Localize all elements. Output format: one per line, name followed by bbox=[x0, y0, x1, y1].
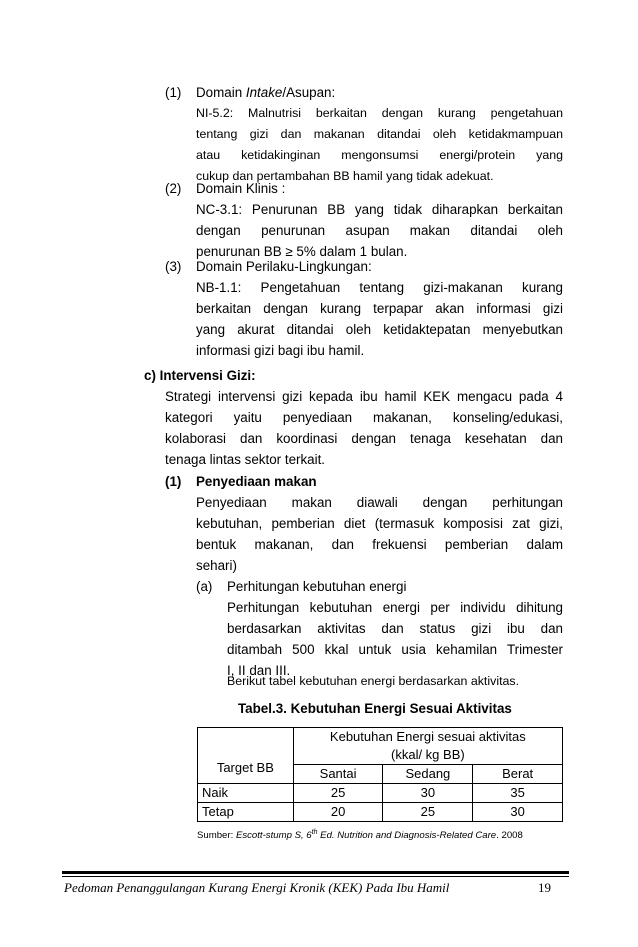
sub-a-number: (a) bbox=[196, 579, 213, 594]
table-caption: Tabel.3. Kebutuhan Energi Sesuai Aktivitas bbox=[238, 701, 512, 716]
domain-2-line-1: NC-3.1: Penurunan BB yang tidak diharapkan berkaitan bbox=[196, 202, 563, 217]
table-source bbox=[197, 826, 523, 843]
domain-1-line-1: NI-5.2: Malnutrisi berkaitan dengan kurang pengetahuan bbox=[196, 106, 563, 120]
domain-3-title: Domain Perilaku-Lingkungan: bbox=[196, 259, 372, 274]
domain-3-number: (3) bbox=[165, 259, 182, 274]
domain-1-line-4: cukup dan pertambahan BB hamil yang tidak adekuat. bbox=[196, 169, 494, 183]
sub-1-line-4: sehari) bbox=[196, 558, 237, 573]
footer-title: Pedoman Penanggulangan Kurang Energi Kronik (KEK) Pada Ibu Hamil bbox=[64, 880, 450, 895]
domain-1-title bbox=[196, 82, 335, 103]
header-energy-line-1: Kebutuhan Energi sesuai aktivitas bbox=[329, 729, 526, 744]
sub-a-title: Perhitungan kebutuhan energi bbox=[227, 579, 407, 594]
sub-a-note: Berikut tabel kebutuhan energi berdasarkan aktivitas. bbox=[227, 674, 520, 688]
cell-tetap-santai: 20 bbox=[293, 803, 383, 822]
table-row bbox=[198, 803, 563, 822]
domain-1-title-italic: Intake bbox=[245, 85, 283, 100]
cell-naik-berat: 35 bbox=[473, 784, 563, 803]
source-title: Ed. Nutrition and Diagnosis-Related Care bbox=[317, 830, 497, 842]
sub-1-number: (1) bbox=[165, 474, 182, 489]
cell-tetap-berat: 30 bbox=[473, 803, 563, 822]
row-label-tetap: Tetap bbox=[198, 803, 294, 822]
sub-a-line-4: I, II dan III. bbox=[227, 663, 291, 678]
domain-3-line-3: yang akurat ditandai oleh ketidaktepatan menyebutkan bbox=[196, 322, 563, 337]
domain-1-title-suffix: /Asupan: bbox=[282, 85, 336, 100]
source-author: Escott-stump S, 6 bbox=[235, 830, 312, 842]
cell-naik-santai: 25 bbox=[293, 784, 383, 803]
sub-a-line-3: ditambah 500 kkal untuk usia kehamilan Trimester bbox=[227, 642, 563, 657]
cell-naik-sedang: 30 bbox=[383, 784, 473, 803]
footer-rule-thick bbox=[62, 871, 569, 874]
sub-a-line-1: Perhitungan kebutuhan energi per individu dihitung bbox=[227, 600, 563, 615]
sub-1-title: Penyediaan makan bbox=[196, 474, 317, 489]
table-header-row bbox=[198, 728, 563, 765]
footer-rule-thin bbox=[62, 876, 569, 877]
table-row bbox=[198, 784, 563, 803]
source-suffix: . 2008 bbox=[496, 830, 523, 842]
header-santai: Santai bbox=[293, 765, 383, 784]
domain-2-title: Domain Klinis : bbox=[196, 181, 286, 196]
domain-2-number: (2) bbox=[165, 181, 182, 196]
header-berat: Berat bbox=[473, 765, 563, 784]
domain-2-line-3: penurunan BB ≥ 5% dalam 1 bulan. bbox=[196, 244, 408, 259]
domain-1-number: (1) bbox=[165, 85, 182, 100]
header-target-bb: Target BB bbox=[198, 728, 294, 784]
section-c-line-3: kolaborasi dan koordinasi dengan tenaga kesehatan dan bbox=[165, 431, 563, 446]
domain-3-line-4: informasi gizi bagi ibu hamil. bbox=[196, 343, 365, 358]
header-sedang: Sedang bbox=[383, 765, 473, 784]
sub-a-line-2: berdasarkan aktivitas dan status gizi ibu dan bbox=[227, 621, 563, 636]
section-c-line-1: Strategi intervensi gizi kepada ibu hamil KEK mengacu pada 4 bbox=[165, 389, 563, 404]
domain-3-line-2: berkaitan dengan kurang terpapar akan informasi gizi bbox=[196, 301, 563, 316]
domain-1-title-prefix: Domain bbox=[196, 85, 246, 100]
header-energy-group bbox=[293, 728, 562, 765]
domain-1-line-3: atau ketidakinginan mengonsumsi energi/protein yang bbox=[196, 148, 563, 162]
domain-2-line-2: dengan penurunan asupan makan ditandai oleh bbox=[196, 223, 563, 238]
domain-1-line-2: tentang gizi dan makanan ditandai oleh ketidakmampuan bbox=[196, 127, 563, 141]
sub-1-line-2: kebutuhan, pemberian diet (termasuk komposisi zat gizi, bbox=[196, 516, 563, 531]
section-c-line-4: tenaga lintas sektor terkait. bbox=[165, 452, 326, 467]
sub-1-line-3: bentuk makanan, dan frekuensi pemberian dalam bbox=[196, 537, 563, 552]
sub-1-line-1: Penyediaan makan diawali dengan perhitungan bbox=[196, 495, 563, 510]
energy-table bbox=[197, 727, 563, 822]
header-energy-line-2: (kkal/ kg BB) bbox=[391, 747, 465, 762]
section-c-line-2: kategori yaitu penyediaan makanan, konseling/edukasi, bbox=[165, 410, 563, 425]
row-label-naik: Naik bbox=[198, 784, 294, 803]
source-prefix: Sumber: bbox=[197, 830, 236, 842]
domain-3-line-1: NB-1.1: Pengetahuan tentang gizi-makanan kurang bbox=[196, 280, 563, 295]
source-sup: th bbox=[311, 829, 318, 836]
cell-tetap-sedang: 25 bbox=[383, 803, 473, 822]
section-c-heading: c) Intervensi Gizi: bbox=[144, 368, 256, 383]
page-number: 19 bbox=[538, 880, 551, 895]
